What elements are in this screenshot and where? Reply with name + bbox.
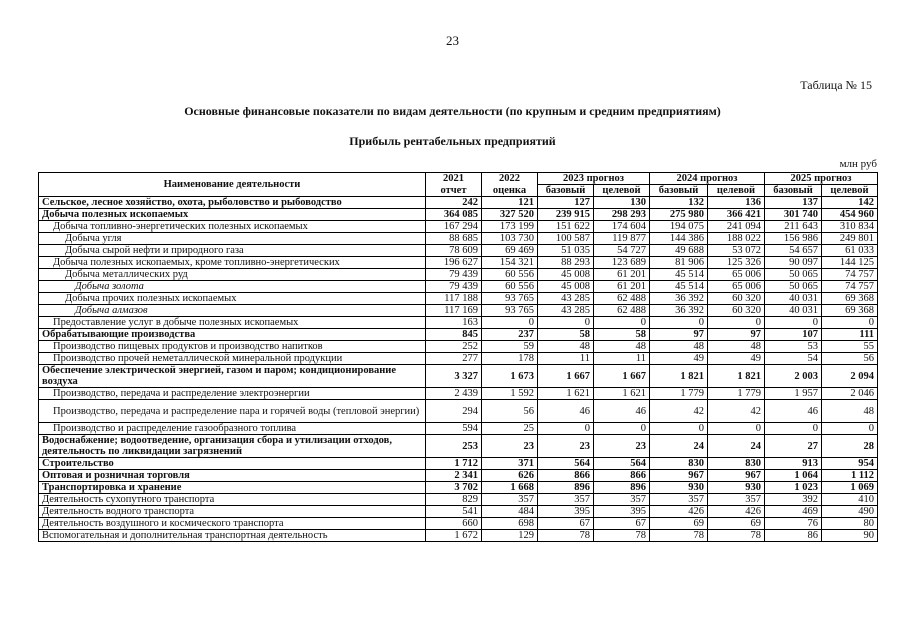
row-value: 174 604 xyxy=(594,221,650,233)
row-value: 3 702 xyxy=(426,482,482,494)
row-value: 930 xyxy=(708,482,765,494)
table-row xyxy=(39,197,878,209)
table-row xyxy=(39,305,878,317)
row-value: 65 006 xyxy=(708,269,765,281)
row-value: 54 727 xyxy=(594,245,650,257)
row-value: 129 xyxy=(482,530,538,542)
row-value: 167 294 xyxy=(426,221,482,233)
row-value: 40 031 xyxy=(765,293,822,305)
row-value: 137 xyxy=(765,197,822,209)
table-row xyxy=(39,221,878,233)
row-name: Добыча угля xyxy=(39,233,426,245)
row-value: 36 392 xyxy=(650,293,708,305)
row-value: 49 688 xyxy=(650,245,708,257)
row-value: 93 765 xyxy=(482,305,538,317)
row-value: 1 821 xyxy=(708,365,765,388)
table-header xyxy=(39,173,878,197)
row-value: 53 072 xyxy=(708,245,765,257)
row-value: 45 514 xyxy=(650,269,708,281)
row-value: 48 xyxy=(538,341,594,353)
row-value: 0 xyxy=(594,423,650,435)
row-value: 107 xyxy=(765,329,822,341)
row-value: 56 xyxy=(822,353,878,365)
row-value: 1 779 xyxy=(708,388,765,400)
row-value: 426 xyxy=(650,506,708,518)
row-value: 866 xyxy=(594,470,650,482)
row-value: 61 201 xyxy=(594,269,650,281)
row-value: 173 199 xyxy=(482,221,538,233)
row-value: 132 xyxy=(650,197,708,209)
row-value: 484 xyxy=(482,506,538,518)
row-value: 2 341 xyxy=(426,470,482,482)
row-name: Добыча топливно-энергетических полезных ископаемых xyxy=(39,221,426,233)
row-name: Деятельность водного транспорта xyxy=(39,506,426,518)
row-value: 896 xyxy=(538,482,594,494)
row-value: 357 xyxy=(650,494,708,506)
table-number: Таблица № 15 xyxy=(800,78,872,92)
row-value: 301 740 xyxy=(765,209,822,221)
row-value: 830 xyxy=(650,458,708,470)
row-name: Производство прочей неметаллической минеральной продукции xyxy=(39,353,426,365)
row-name: Добыча полезных ископаемых xyxy=(39,209,426,221)
row-value: 0 xyxy=(650,317,708,329)
row-value: 194 075 xyxy=(650,221,708,233)
table-row xyxy=(39,353,878,365)
row-value: 69 469 xyxy=(482,245,538,257)
row-value: 1 779 xyxy=(650,388,708,400)
row-value: 371 xyxy=(482,458,538,470)
row-name: Предоставление услуг в добыче полезных ископаемых xyxy=(39,317,426,329)
header-2024-base: базовый xyxy=(650,185,708,197)
row-name: Строительство xyxy=(39,458,426,470)
row-value: 144 125 xyxy=(822,257,878,269)
row-value: 23 xyxy=(482,435,538,458)
row-value: 541 xyxy=(426,506,482,518)
row-value: 0 xyxy=(594,317,650,329)
row-value: 196 627 xyxy=(426,257,482,269)
header-2022: 2022 xyxy=(482,173,538,185)
row-value: 1 592 xyxy=(482,388,538,400)
row-value: 69 xyxy=(650,518,708,530)
row-value: 67 xyxy=(538,518,594,530)
header-2023-base: базовый xyxy=(538,185,594,197)
row-value: 954 xyxy=(822,458,878,470)
row-value: 0 xyxy=(538,317,594,329)
row-value: 0 xyxy=(482,317,538,329)
row-value: 454 960 xyxy=(822,209,878,221)
row-value: 59 xyxy=(482,341,538,353)
table-row xyxy=(39,423,878,435)
row-value: 61 201 xyxy=(594,281,650,293)
row-value: 1 621 xyxy=(594,388,650,400)
row-value: 78 xyxy=(538,530,594,542)
row-value: 69 xyxy=(708,518,765,530)
row-value: 69 368 xyxy=(822,293,878,305)
row-value: 58 xyxy=(538,329,594,341)
row-value: 211 643 xyxy=(765,221,822,233)
row-name: Добыча золота xyxy=(39,281,426,293)
header-2025-target: целевой xyxy=(822,185,878,197)
row-value: 86 xyxy=(765,530,822,542)
row-value: 54 657 xyxy=(765,245,822,257)
row-value: 76 xyxy=(765,518,822,530)
row-value: 310 834 xyxy=(822,221,878,233)
row-value: 24 xyxy=(708,435,765,458)
row-value: 845 xyxy=(426,329,482,341)
row-value: 69 368 xyxy=(822,305,878,317)
row-value: 0 xyxy=(765,423,822,435)
row-value: 127 xyxy=(538,197,594,209)
table-row xyxy=(39,281,878,293)
row-value: 50 065 xyxy=(765,269,822,281)
row-value: 0 xyxy=(538,423,594,435)
row-value: 154 321 xyxy=(482,257,538,269)
row-value: 2 003 xyxy=(765,365,822,388)
header-2023-target: целевой xyxy=(594,185,650,197)
row-value: 1 668 xyxy=(482,482,538,494)
row-value: 253 xyxy=(426,435,482,458)
row-value: 100 587 xyxy=(538,233,594,245)
row-value: 0 xyxy=(708,423,765,435)
row-value: 1 069 xyxy=(822,482,878,494)
row-value: 967 xyxy=(650,470,708,482)
row-value: 43 285 xyxy=(538,305,594,317)
row-value: 78 609 xyxy=(426,245,482,257)
row-value: 78 xyxy=(708,530,765,542)
row-name: Обеспечение электрической энергией, газом и паром; кондиционирование воздуха xyxy=(39,365,426,388)
table-row xyxy=(39,233,878,245)
row-value: 46 xyxy=(538,400,594,423)
row-value: 45 008 xyxy=(538,281,594,293)
row-value: 58 xyxy=(594,329,650,341)
row-name: Добыча алмазов xyxy=(39,305,426,317)
row-value: 103 730 xyxy=(482,233,538,245)
row-value: 43 285 xyxy=(538,293,594,305)
row-value: 117 169 xyxy=(426,305,482,317)
row-value: 1 821 xyxy=(650,365,708,388)
row-value: 53 xyxy=(765,341,822,353)
header-2025: 2025 прогноз xyxy=(765,173,878,185)
row-value: 1 672 xyxy=(426,530,482,542)
table-row xyxy=(39,209,878,221)
row-value: 3 327 xyxy=(426,365,482,388)
row-value: 913 xyxy=(765,458,822,470)
header-2021-sub: отчет xyxy=(426,185,482,197)
row-value: 90 xyxy=(822,530,878,542)
row-value: 1 064 xyxy=(765,470,822,482)
row-value: 79 439 xyxy=(426,269,482,281)
row-value: 151 622 xyxy=(538,221,594,233)
row-value: 698 xyxy=(482,518,538,530)
table-body xyxy=(39,197,878,542)
row-value: 56 xyxy=(482,400,538,423)
row-value: 1 023 xyxy=(765,482,822,494)
row-value: 24 xyxy=(650,435,708,458)
row-value: 48 xyxy=(650,341,708,353)
row-value: 930 xyxy=(650,482,708,494)
row-value: 1 673 xyxy=(482,365,538,388)
table-row xyxy=(39,458,878,470)
row-name: Производство пищевых продуктов и производство напитков xyxy=(39,341,426,353)
row-name: Обрабатывающие производства xyxy=(39,329,426,341)
row-value: 90 097 xyxy=(765,257,822,269)
row-value: 51 035 xyxy=(538,245,594,257)
row-value: 410 xyxy=(822,494,878,506)
row-value: 28 xyxy=(822,435,878,458)
row-value: 357 xyxy=(538,494,594,506)
row-value: 2 439 xyxy=(426,388,482,400)
table-row xyxy=(39,365,878,388)
row-value: 239 915 xyxy=(538,209,594,221)
row-value: 967 xyxy=(708,470,765,482)
document-title: Основные финансовые показатели по видам деятельности (по крупным и средним предприятиям) xyxy=(184,104,721,118)
row-value: 364 085 xyxy=(426,209,482,221)
row-value: 357 xyxy=(594,494,650,506)
row-value: 67 xyxy=(594,518,650,530)
table-row xyxy=(39,494,878,506)
row-value: 111 xyxy=(822,329,878,341)
row-name: Добыча полезных ископаемых, кроме топливно-энергетических xyxy=(39,257,426,269)
row-value: 241 094 xyxy=(708,221,765,233)
row-value: 469 xyxy=(765,506,822,518)
table-row xyxy=(39,341,878,353)
row-name: Деятельность сухопутного транспорта xyxy=(39,494,426,506)
row-value: 2 094 xyxy=(822,365,878,388)
table-row xyxy=(39,435,878,458)
row-value: 594 xyxy=(426,423,482,435)
row-value: 93 765 xyxy=(482,293,538,305)
row-value: 48 xyxy=(822,400,878,423)
row-value: 327 520 xyxy=(482,209,538,221)
row-value: 829 xyxy=(426,494,482,506)
row-value: 395 xyxy=(594,506,650,518)
row-value: 81 906 xyxy=(650,257,708,269)
row-value: 79 439 xyxy=(426,281,482,293)
row-value: 80 xyxy=(822,518,878,530)
row-value: 45 514 xyxy=(650,281,708,293)
row-value: 74 757 xyxy=(822,269,878,281)
row-value: 298 293 xyxy=(594,209,650,221)
row-value: 62 488 xyxy=(594,293,650,305)
table-row xyxy=(39,530,878,542)
table-row xyxy=(39,329,878,341)
row-value: 45 008 xyxy=(538,269,594,281)
row-name: Оптовая и розничная торговля xyxy=(39,470,426,482)
row-value: 0 xyxy=(765,317,822,329)
row-value: 78 xyxy=(650,530,708,542)
row-value: 1 112 xyxy=(822,470,878,482)
row-value: 626 xyxy=(482,470,538,482)
row-value: 119 877 xyxy=(594,233,650,245)
row-value: 564 xyxy=(538,458,594,470)
table-row xyxy=(39,400,878,423)
row-name: Производство, передача и распределение пара и горячей воды (тепловой энергии) xyxy=(39,400,426,423)
row-value: 144 386 xyxy=(650,233,708,245)
header-2022-sub: оценка xyxy=(482,185,538,197)
header-2024-target: целевой xyxy=(708,185,765,197)
row-name: Производство и распределение газообразного топлива xyxy=(39,423,426,435)
row-value: 49 xyxy=(708,353,765,365)
row-value: 54 xyxy=(765,353,822,365)
table-row xyxy=(39,482,878,494)
row-value: 1 957 xyxy=(765,388,822,400)
header-2024: 2024 прогноз xyxy=(650,173,765,185)
table-row xyxy=(39,388,878,400)
row-value: 2 046 xyxy=(822,388,878,400)
row-value: 490 xyxy=(822,506,878,518)
unit-label: млн руб xyxy=(839,158,877,170)
row-name: Транспортировка и хранение xyxy=(39,482,426,494)
row-value: 277 xyxy=(426,353,482,365)
row-value: 1 667 xyxy=(538,365,594,388)
row-value: 564 xyxy=(594,458,650,470)
row-name: Добыча прочих полезных ископаемых xyxy=(39,293,426,305)
row-value: 866 xyxy=(538,470,594,482)
row-value: 74 757 xyxy=(822,281,878,293)
row-value: 242 xyxy=(426,197,482,209)
row-value: 97 xyxy=(650,329,708,341)
row-value: 125 326 xyxy=(708,257,765,269)
row-value: 275 980 xyxy=(650,209,708,221)
row-value: 46 xyxy=(594,400,650,423)
row-value: 42 xyxy=(650,400,708,423)
row-value: 896 xyxy=(594,482,650,494)
row-value: 40 031 xyxy=(765,305,822,317)
row-value: 48 xyxy=(708,341,765,353)
row-value: 357 xyxy=(482,494,538,506)
table-row xyxy=(39,317,878,329)
row-value: 23 xyxy=(538,435,594,458)
table-subtitle: Прибыль рентабельных предприятий xyxy=(349,134,556,148)
row-value: 0 xyxy=(650,423,708,435)
row-value: 88 685 xyxy=(426,233,482,245)
table-row xyxy=(39,257,878,269)
row-name: Производство, передача и распределение электроэнергии xyxy=(39,388,426,400)
row-value: 23 xyxy=(594,435,650,458)
row-value: 136 xyxy=(708,197,765,209)
row-value: 121 xyxy=(482,197,538,209)
row-value: 237 xyxy=(482,329,538,341)
header-name: Наименование деятельности xyxy=(39,173,426,197)
row-value: 660 xyxy=(426,518,482,530)
row-value: 60 320 xyxy=(708,293,765,305)
row-value: 357 xyxy=(708,494,765,506)
row-value: 395 xyxy=(538,506,594,518)
row-value: 1 621 xyxy=(538,388,594,400)
row-value: 1 667 xyxy=(594,365,650,388)
row-value: 11 xyxy=(538,353,594,365)
row-value: 142 xyxy=(822,197,878,209)
row-value: 117 188 xyxy=(426,293,482,305)
row-value: 27 xyxy=(765,435,822,458)
row-value: 0 xyxy=(708,317,765,329)
table-row xyxy=(39,269,878,281)
row-value: 0 xyxy=(822,423,878,435)
table-row xyxy=(39,245,878,257)
row-value: 78 xyxy=(594,530,650,542)
row-value: 392 xyxy=(765,494,822,506)
row-name: Водоснабжение; водоотведение, организация сбора и утилизации отходов, деятельность по ликвидации загрязнений xyxy=(39,435,426,458)
row-value: 46 xyxy=(765,400,822,423)
row-value: 55 xyxy=(822,341,878,353)
row-name: Вспомогательная и дополнительная транспортная деятельность xyxy=(39,530,426,542)
row-value: 42 xyxy=(708,400,765,423)
row-value: 130 xyxy=(594,197,650,209)
row-value: 60 556 xyxy=(482,269,538,281)
row-name: Добыча сырой нефти и природного газа xyxy=(39,245,426,257)
row-value: 0 xyxy=(822,317,878,329)
row-value: 60 320 xyxy=(708,305,765,317)
row-name: Сельское, лесное хозяйство, охота, рыболовство и рыбоводство xyxy=(39,197,426,209)
row-value: 178 xyxy=(482,353,538,365)
row-value: 36 392 xyxy=(650,305,708,317)
table-row xyxy=(39,518,878,530)
row-name: Добыча металлических руд xyxy=(39,269,426,281)
header-2023: 2023 прогноз xyxy=(538,173,650,185)
header-2021: 2021 xyxy=(426,173,482,185)
row-value: 156 986 xyxy=(765,233,822,245)
row-value: 123 689 xyxy=(594,257,650,269)
row-value: 65 006 xyxy=(708,281,765,293)
profit-table xyxy=(38,172,878,542)
table-row xyxy=(39,470,878,482)
row-value: 50 065 xyxy=(765,281,822,293)
row-value: 88 293 xyxy=(538,257,594,269)
row-name: Деятельность воздушного и космического транспорта xyxy=(39,518,426,530)
row-value: 11 xyxy=(594,353,650,365)
row-value: 830 xyxy=(708,458,765,470)
row-value: 1 712 xyxy=(426,458,482,470)
row-value: 366 421 xyxy=(708,209,765,221)
row-value: 61 033 xyxy=(822,245,878,257)
page-number: 23 xyxy=(446,33,459,48)
row-value: 294 xyxy=(426,400,482,423)
row-value: 163 xyxy=(426,317,482,329)
row-value: 25 xyxy=(482,423,538,435)
row-value: 60 556 xyxy=(482,281,538,293)
row-value: 49 xyxy=(650,353,708,365)
table-row xyxy=(39,506,878,518)
row-value: 62 488 xyxy=(594,305,650,317)
row-value: 426 xyxy=(708,506,765,518)
row-value: 249 801 xyxy=(822,233,878,245)
row-value: 252 xyxy=(426,341,482,353)
row-value: 48 xyxy=(594,341,650,353)
table-row xyxy=(39,293,878,305)
row-value: 188 022 xyxy=(708,233,765,245)
header-2025-base: базовый xyxy=(765,185,822,197)
row-value: 97 xyxy=(708,329,765,341)
